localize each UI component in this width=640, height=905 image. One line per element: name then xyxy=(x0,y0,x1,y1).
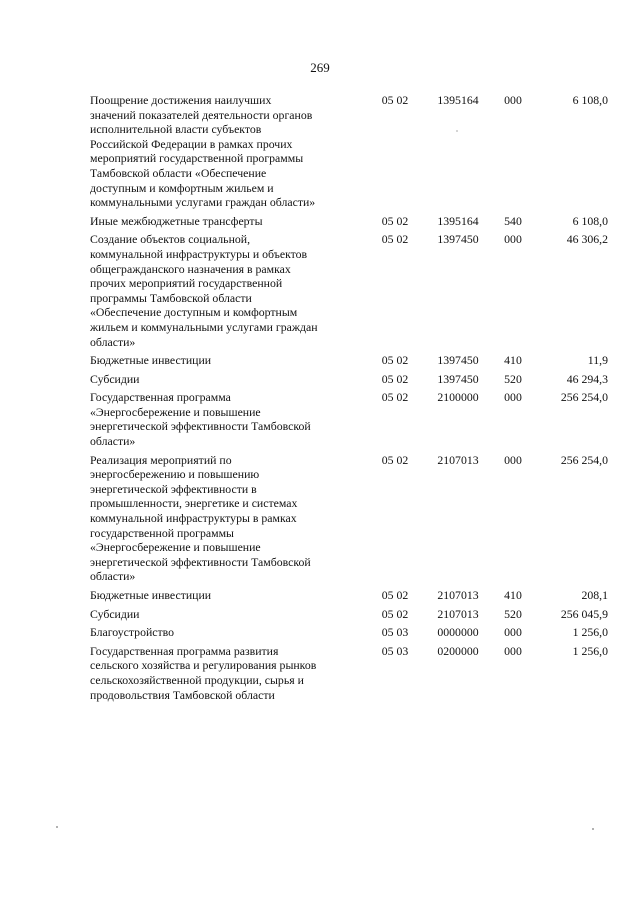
table-row xyxy=(90,214,608,233)
amount-value: 256 254,0 xyxy=(560,452,608,467)
scan-speck xyxy=(456,130,458,132)
item-name-line: доступным и комфортным жильем и xyxy=(90,180,274,195)
item-name-line: Благоустройство xyxy=(90,625,175,640)
item-name xyxy=(90,214,366,233)
expense-type-code: 000 xyxy=(504,643,522,658)
section-code: 05 02 xyxy=(381,213,409,228)
item-name-line: коммунальными услугами граждан области» xyxy=(90,195,316,210)
item-name-line: Российской Федерации в рамках прочих xyxy=(90,136,293,151)
target-article-code: 1397450 xyxy=(437,353,479,368)
section-code: 05 02 xyxy=(381,588,409,602)
budget-table xyxy=(90,93,608,706)
section-code: 05 02 xyxy=(381,390,409,405)
item-name-line: продовольствия Тамбовской области xyxy=(90,687,275,702)
expense-type-code: 000 xyxy=(504,390,522,405)
item-name-line: коммунальной инфраструктуры и объектов xyxy=(90,246,308,261)
section-code: 05 02 xyxy=(381,232,409,247)
item-name-line: области» xyxy=(90,334,136,349)
item-name-line: жильем и коммунальными услугами граждан xyxy=(90,319,318,334)
item-name xyxy=(90,232,366,353)
target-article-code: 0200000 xyxy=(437,643,479,658)
expense-type-code: 000 xyxy=(504,625,522,640)
amount-value: 256 254,0 xyxy=(560,390,608,405)
item-name-line: государственной программы xyxy=(90,525,234,540)
target-article-code: 1395164 xyxy=(437,213,479,228)
target-article-code: 2107013 xyxy=(437,606,479,621)
table-row xyxy=(90,372,608,391)
item-name-line: Государственная программа развития xyxy=(90,643,279,658)
target-article-code: 2107013 xyxy=(437,588,479,602)
table-row xyxy=(90,390,608,452)
item-name-line: Поощрение достижения наилучших xyxy=(90,93,272,107)
item-name-line: значений показателей деятельности органов xyxy=(90,107,313,122)
item-name-line: энергосбережению и повышению xyxy=(90,467,260,482)
item-name-line: Субсидии xyxy=(90,606,140,621)
section-code: 05 03 xyxy=(381,643,409,658)
section-code: 05 02 xyxy=(381,452,409,467)
amount-value: 46 294,3 xyxy=(566,371,608,386)
expense-type-code: 520 xyxy=(504,606,522,621)
item-name-line: «Энергосбережение и повышение xyxy=(90,540,261,555)
item-name-line: коммунальной инфраструктуры в рамках xyxy=(90,511,297,526)
amount-value: 256 045,9 xyxy=(560,606,608,621)
expense-type-code: 000 xyxy=(504,452,522,467)
item-name-line: Бюджетные инвестиции xyxy=(90,588,212,602)
amount-value: 1 256,0 xyxy=(572,643,608,658)
target-article-code: 1397450 xyxy=(437,232,479,247)
item-name xyxy=(90,607,366,626)
table-row xyxy=(90,93,608,214)
amount-value: 6 108,0 xyxy=(572,93,608,107)
expense-type-code: 520 xyxy=(504,371,522,386)
item-name xyxy=(90,625,366,644)
table-row xyxy=(90,644,608,706)
target-article-code: 1397450 xyxy=(437,371,479,386)
table-row xyxy=(90,353,608,372)
item-name xyxy=(90,93,366,214)
section-code: 05 02 xyxy=(381,353,409,368)
item-name xyxy=(90,353,366,372)
target-article-code: 1395164 xyxy=(437,93,479,107)
item-name-line: области» xyxy=(90,569,136,584)
item-name xyxy=(90,453,366,588)
section-code: 05 02 xyxy=(381,93,409,107)
expense-type-code: 410 xyxy=(504,353,522,368)
target-article-code: 0000000 xyxy=(437,625,479,640)
budget-table-body xyxy=(90,93,608,706)
item-name xyxy=(90,588,366,607)
item-name-line: энергетической эффективности в xyxy=(90,481,257,496)
item-name-line: Тамбовской области «Обеспечение xyxy=(90,165,267,180)
section-code: 05 02 xyxy=(381,371,409,386)
amount-value: 1 256,0 xyxy=(572,625,608,640)
amount-value: 6 108,0 xyxy=(572,213,608,228)
expense-type-code: 000 xyxy=(504,93,522,107)
amount-value: 208,1 xyxy=(581,588,608,602)
item-name-line: Субсидии xyxy=(90,371,140,386)
item-name-line: прочих мероприятий государственной xyxy=(90,276,283,291)
target-article-code: 2100000 xyxy=(437,390,479,405)
table-row xyxy=(90,232,608,353)
scan-speck xyxy=(56,826,58,828)
item-name-line: исполнительной власти субъектов xyxy=(90,122,262,137)
section-code: 05 03 xyxy=(381,625,409,640)
item-name-line: Государственная программа xyxy=(90,390,231,405)
item-name-line: сельскохозяйственной продукции, сырья и xyxy=(90,672,304,687)
item-name-line: Реализация мероприятий по xyxy=(90,452,232,467)
item-name-line: промышленности, энергетике и системах xyxy=(90,496,298,511)
expense-type-code: 410 xyxy=(504,588,522,602)
item-name xyxy=(90,390,366,452)
table-row xyxy=(90,453,608,588)
table-row xyxy=(90,607,608,626)
item-name-line: сельского хозяйства и регулирования рынков xyxy=(90,658,317,673)
item-name-line: Создание объектов социальной, xyxy=(90,232,251,247)
expense-type-code: 540 xyxy=(504,213,522,228)
item-name-line: общегражданского назначения в рамках xyxy=(90,261,291,276)
item-name-line: Бюджетные инвестиции xyxy=(90,353,212,368)
item-name-line: мероприятий государственной программы xyxy=(90,151,304,166)
item-name-line: «Энергосбережение и повышение xyxy=(90,404,261,419)
table-row xyxy=(90,625,608,644)
amount-value: 46 306,2 xyxy=(566,232,608,247)
item-name-line: области» xyxy=(90,434,136,449)
page-number: 269 xyxy=(310,60,330,75)
item-name-line: энергетической эффективности Тамбовской xyxy=(90,419,311,434)
section-code: 05 02 xyxy=(381,606,409,621)
scan-speck xyxy=(592,828,594,830)
amount-value: 11,9 xyxy=(587,353,608,368)
item-name xyxy=(90,372,366,391)
item-name-line: энергетической эффективности Тамбовской xyxy=(90,554,311,569)
item-name xyxy=(90,644,366,706)
item-name-line: программы Тамбовской области xyxy=(90,290,252,305)
item-name-line: Иные межбюджетные трансферты xyxy=(90,213,263,228)
table-row xyxy=(90,588,608,607)
expense-type-code: 000 xyxy=(504,232,522,247)
item-name-line: «Обеспечение доступным и комфортным xyxy=(90,305,298,320)
target-article-code: 2107013 xyxy=(437,452,479,467)
